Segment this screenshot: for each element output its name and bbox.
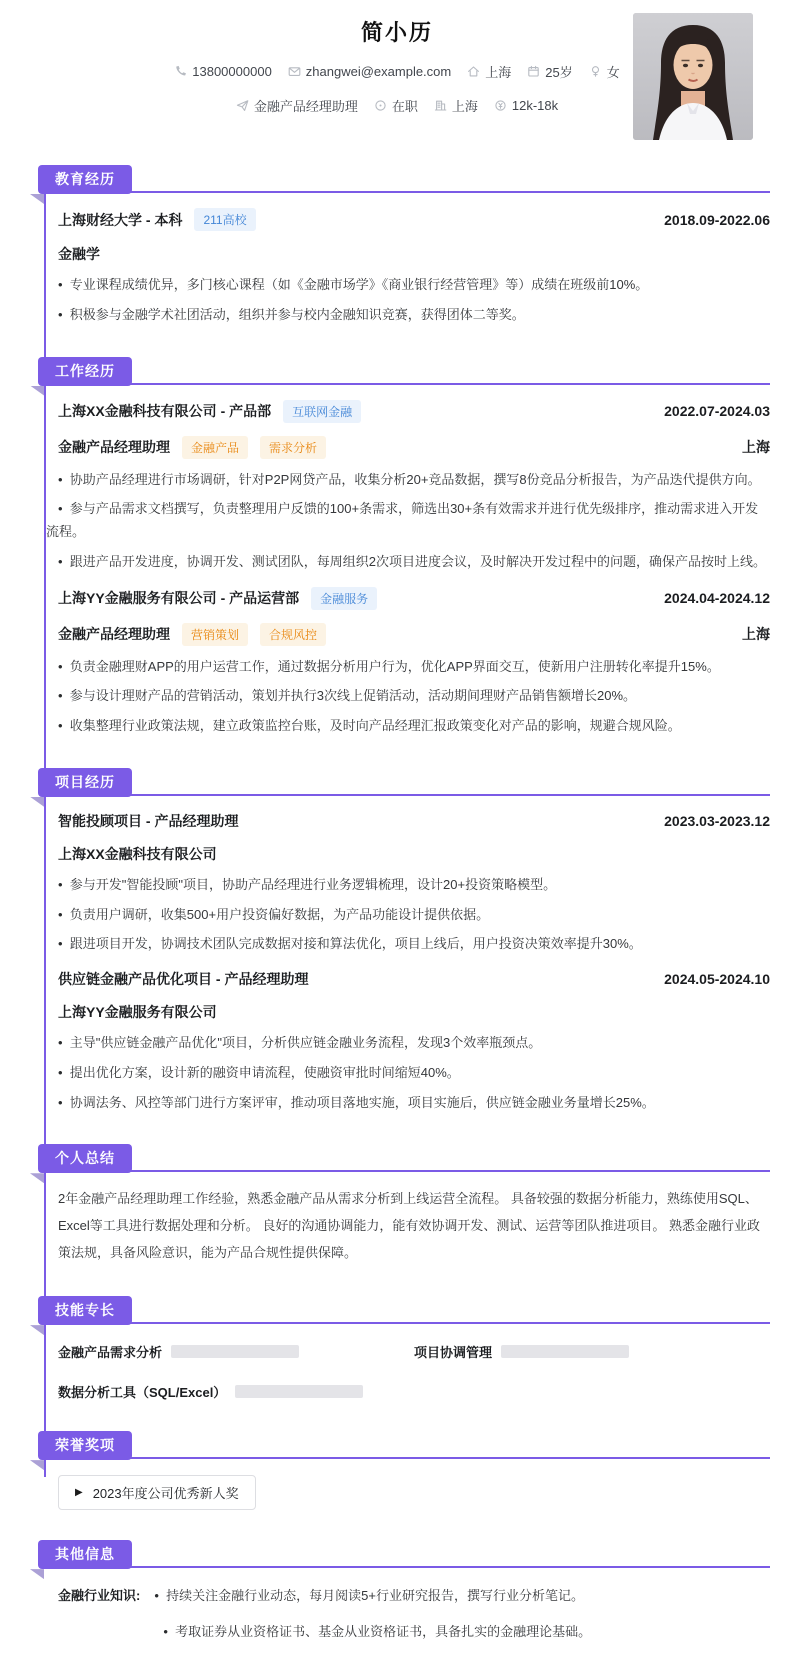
project-bullet: • 参与开发"智能投顾"项目，协助产品经理进行业务逻辑梳理，设计20+投资策略模型。 (46, 874, 770, 897)
avatar-illustration (633, 13, 753, 140)
phone-item (174, 64, 272, 79)
section-title-badge: 工作经历 (38, 357, 132, 386)
email-item (288, 64, 451, 79)
job-intention-item (236, 96, 358, 115)
skill-item (58, 1342, 414, 1361)
project-name: 智能投顾项目 - 产品经理助理 (58, 812, 239, 829)
home-icon (467, 65, 480, 78)
industry-tag: 互联网金融 (283, 400, 361, 423)
age-icon (527, 65, 540, 78)
age-item (527, 62, 572, 81)
project-date: 2023.03-2023.12 (664, 812, 770, 829)
email-icon (288, 65, 301, 78)
project-bullet: • 主导"供应链金融产品优化"项目，分析供应链金融业务流程，发现3个效率瓶颈点。 (46, 1032, 770, 1055)
industry-tag: 金融服务 (311, 587, 377, 610)
work-item-header (58, 400, 770, 423)
ribbon-fold (30, 797, 44, 807)
ribbon-fold (30, 1569, 44, 1579)
section-skills-header (44, 1296, 770, 1324)
education-bullet: • 积极参与金融学术社团活动，组织并参与校内金融知识竞赛，获得团体二等奖。 (46, 304, 770, 327)
company-name: 上海XX金融科技有限公司 - 产品部 (58, 403, 272, 419)
project-bullet: • 提出优化方案，设计新的融资申请流程，使融资审批时间缩短40%。 (46, 1062, 770, 1085)
project-name: 供应链金融产品优化项目 - 产品经理助理 (58, 971, 309, 987)
work-bullet: • 参与设计理财产品的营销活动，策划并执行3次线上促销活动，活动期间理财产品销售额增长20%。 (46, 685, 770, 708)
section-other (0, 1540, 794, 1658)
project-item-header (58, 811, 770, 831)
section-education (0, 165, 794, 327)
role-name: 金融产品经理助理 (58, 626, 170, 642)
section-projects-header (44, 768, 770, 796)
project-bullet: • 跟进项目开发，协调技术团队完成数据对接和算法优化，项目上线后，用户投资决策效率提升30%。 (46, 933, 770, 956)
ribbon-fold (30, 1173, 44, 1183)
major-name: 金融学 (58, 246, 100, 262)
work-location: 上海 (742, 439, 770, 455)
other-bullet: • 考取证券从业资格证书、基金从业资格证书，具备扎实的金融理论基础。 (163, 1622, 770, 1643)
page-title: 简小历 (360, 20, 433, 45)
honor-item[interactable] (58, 1475, 256, 1510)
section-title-badge: 技能专长 (38, 1296, 132, 1325)
education-item-header (58, 208, 770, 231)
skill-label: 金融产品需求分析 (58, 1345, 163, 1361)
skill-progress-bar (235, 1385, 363, 1398)
summary-paragraph: 2年金融产品经理助理工作经验，熟悉金融产品从需求分析到上线运营全流程。 具备较强的数据分析能力，熟练使用SQL、Excel等工具进行数据处理和分析。 良好的沟通协调能力，能有效协调开发、测试、运营等团队推进项目。 熟悉金融行业政策法规，具备风险意识，能为产品合规性提供保障。 (58, 1191, 761, 1260)
ribbon-fold (30, 1325, 44, 1335)
other-bullet: • 持续关注金融行业动态，每月阅读5+行业研究报告，撰写行业分析笔记。 (154, 1586, 770, 1607)
salary-icon (494, 99, 507, 112)
skill-progress-bar (501, 1345, 629, 1358)
section-title-badge: 项目经历 (38, 768, 132, 797)
work-bullet: • 协助产品经理进行市场调研，针对P2P网贷产品，收集分析20+竞品数据，撰写8份竞品分析报告，为产品迭代提供方向。 (46, 469, 770, 492)
gender-icon (589, 65, 602, 78)
work-bullet: • 负责金融理财APP的用户运营工作，通过数据分析用户行为，优化APP界面交互，使新用户注册转化率提升15%。 (46, 656, 770, 679)
section-education-header (44, 165, 770, 193)
work-role-row (58, 623, 770, 646)
work-city-value: 上海 (451, 99, 478, 114)
school-tag: 211高校 (194, 208, 255, 231)
gender-value: 女 (606, 65, 620, 80)
work-item-header (58, 587, 770, 610)
work-location: 上海 (742, 626, 770, 642)
education-date: 2018.09-2022.06 (664, 211, 770, 228)
work-date: 2022.07-2024.03 (664, 403, 770, 419)
project-item-header (58, 969, 770, 989)
skill-item (414, 1342, 770, 1361)
project-bullet: • 负责用户调研，收集500+用户投资偏好数据，为产品功能设计提供依据。 (46, 904, 770, 927)
section-summary-header (44, 1144, 770, 1172)
skill-progress-bar (171, 1345, 299, 1358)
section-title-badge: 荣誉奖项 (38, 1431, 132, 1460)
section-summary (0, 1144, 794, 1266)
skill-label: 数据分析工具（SQL/Excel） (58, 1385, 227, 1401)
work-bullet: • 参与产品需求文档撰写，负责整理用户反馈的100+条需求，筛选出30+条有效需求并进行优先级排序，推动需求进入开发流程。 (46, 498, 770, 544)
skill-item (58, 1382, 414, 1401)
work-role-row (58, 436, 770, 459)
project-date: 2024.05-2024.10 (664, 971, 770, 987)
resume-body (0, 165, 794, 1658)
other-info-row (58, 1586, 770, 1658)
role-tag: 需求分析 (260, 436, 326, 459)
section-title-badge: 个人总结 (38, 1144, 132, 1173)
section-skills (0, 1296, 794, 1401)
job-intention-icon (236, 99, 249, 112)
ribbon-fold (30, 194, 44, 204)
job-intention-value: 金融产品经理助理 (253, 99, 358, 114)
role-tag: 金融产品 (182, 436, 248, 459)
status-icon (374, 99, 387, 112)
job-status-value: 在职 (391, 99, 418, 114)
section-title-badge: 教育经历 (38, 165, 132, 194)
work-bullet: • 跟进产品开发进度，协调开发、测试团队，每周组织2次项目进度会议，及时解决开发过程中的问题，确保产品按时上线。 (46, 551, 770, 574)
role-tag: 营销策划 (182, 623, 248, 646)
ribbon-fold (30, 386, 44, 396)
section-title-badge: 其他信息 (38, 1540, 132, 1569)
section-work (0, 357, 794, 738)
project-company: 上海XX金融科技有限公司 (58, 845, 217, 862)
project-company: 上海YY金融服务有限公司 (58, 1004, 217, 1020)
email-value: zhangwei@example.com (305, 64, 452, 79)
section-honors-header (44, 1431, 770, 1459)
work-city-item (434, 96, 478, 115)
section-other-header (44, 1540, 770, 1568)
education-bullet: • 专业课程成绩优异，多门核心课程（如《金融市场学》《商业银行经营管理》等）成绩在班级前10%。 (46, 274, 770, 297)
skill-label: 项目协调管理 (414, 1345, 493, 1361)
phone-icon (174, 65, 187, 78)
age-value: 25岁 (545, 65, 573, 80)
section-honors (0, 1431, 794, 1510)
work-date: 2024.04-2024.12 (664, 590, 770, 606)
phone-value: 13800000000 (192, 64, 272, 79)
home-city-item (467, 62, 511, 81)
expand-triangle-icon: ▶ (75, 1487, 83, 1499)
gender-item (589, 62, 620, 81)
city-icon (434, 99, 447, 112)
role-tag: 合规风控 (260, 623, 326, 646)
honor-label: 2023年度公司优秀新人奖 (92, 1486, 239, 1502)
school-name: 上海财经大学 - 本科 (58, 211, 183, 228)
role-name: 金融产品经理助理 (58, 439, 170, 455)
avatar (633, 13, 753, 140)
section-projects (0, 768, 794, 1115)
job-status-item (374, 96, 418, 115)
salary-item (494, 98, 558, 113)
ribbon-fold (30, 1460, 44, 1470)
work-bullet: • 收集整理行业政策法规，建立政策监控台账，及时向产品经理汇报政策变化对产品的影响，规避合规风险。 (46, 715, 770, 738)
project-bullet: • 协调法务、风控等部门进行方案评审，推动项目落地实施，项目实施后，供应链金融业务量增长25%。 (46, 1092, 770, 1115)
company-name: 上海YY金融服务有限公司 - 产品运营部 (58, 590, 300, 606)
section-work-header (44, 357, 770, 385)
home-city-value: 上海 (485, 65, 512, 80)
salary-value: 12k-18k (511, 98, 559, 113)
other-info-label: 金融行业知识: (58, 1588, 141, 1604)
resume-header (0, 0, 794, 115)
